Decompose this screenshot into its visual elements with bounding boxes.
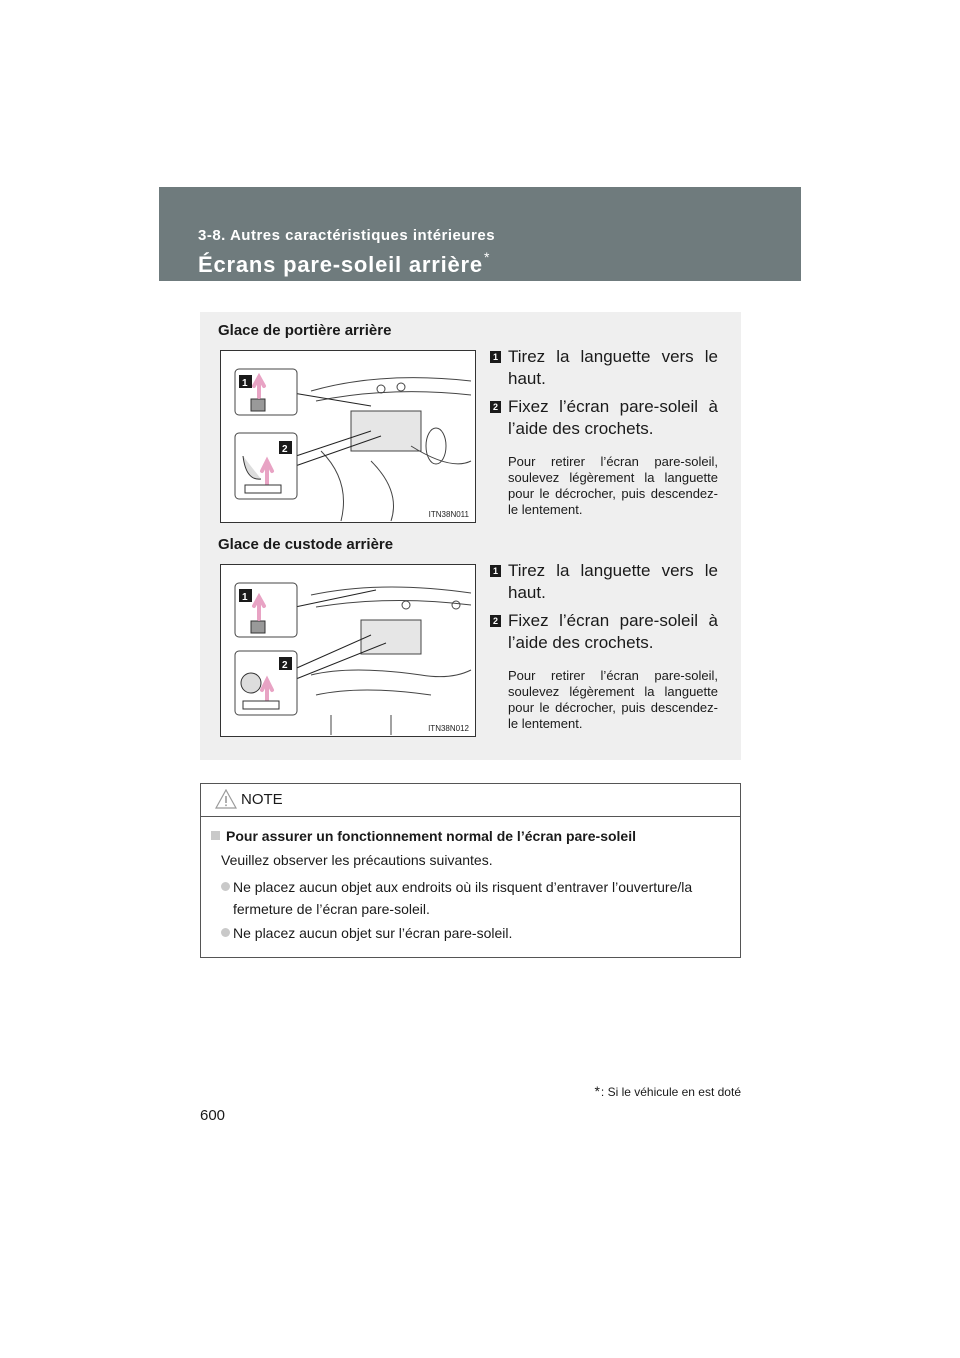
illustration-rear-door bbox=[220, 350, 476, 523]
note-bullet bbox=[221, 922, 743, 944]
quarter-window-illustration-drawing bbox=[221, 565, 475, 736]
figure-code: ITN38N012 bbox=[428, 724, 469, 733]
note-bullet bbox=[221, 876, 743, 920]
step-number: 1 bbox=[490, 565, 501, 577]
footnote-text: : Si le véhicule en est doté bbox=[600, 1085, 741, 1099]
note-heading-text: Pour assurer un fonctionnement normal de l’écran pare-soleil bbox=[226, 828, 636, 844]
step-item bbox=[490, 346, 718, 390]
steps-rear-door bbox=[490, 346, 718, 518]
note-label: NOTE bbox=[241, 791, 283, 808]
round-bullet-icon bbox=[221, 882, 230, 891]
note-box-header bbox=[201, 784, 740, 817]
page-title bbox=[198, 249, 490, 278]
removal-note: Pour retirer l’écran pare-soleil, soulevez légèrement la languette pour le décrocher, puis descendez-le lentement. bbox=[508, 454, 718, 517]
step-number: 2 bbox=[490, 401, 501, 413]
round-bullet-icon bbox=[221, 928, 230, 937]
svg-text:2: 2 bbox=[282, 660, 288, 671]
step-item bbox=[490, 560, 718, 604]
section-title-rear-door: Glace de portière arrière bbox=[218, 322, 392, 339]
svg-text:2: 2 bbox=[282, 444, 288, 455]
step-text: Fixez l’écran pare-soleil à l’aide des crochets. bbox=[508, 611, 718, 652]
rear-door-illustration-drawing bbox=[221, 351, 475, 522]
warning-triangle-icon bbox=[215, 789, 237, 809]
footnote bbox=[594, 1083, 741, 1099]
step-item bbox=[490, 396, 718, 440]
steps-quarter-window bbox=[490, 560, 718, 732]
note-box bbox=[200, 783, 741, 958]
step-item bbox=[490, 610, 718, 654]
instructions-panel bbox=[200, 312, 741, 760]
step-text: Tirez la languette vers le haut. bbox=[508, 347, 718, 388]
removal-note: Pour retirer l’écran pare-soleil, soulevez légèrement la languette pour le décrocher, puis descendez-le lentement. bbox=[508, 668, 718, 731]
section-label: 3-8. Autres caractéristiques intérieures bbox=[198, 227, 496, 244]
step-text: Fixez l’écran pare-soleil à l’aide des crochets. bbox=[508, 397, 718, 438]
page-number: 600 bbox=[200, 1107, 226, 1124]
note-heading bbox=[211, 828, 636, 844]
note-bullet-text: Ne placez aucun objet sur l’écran pare-soleil. bbox=[233, 925, 513, 941]
page-title-text: Écrans pare-soleil arrière bbox=[198, 252, 483, 277]
figure-code: ITN38N011 bbox=[428, 510, 469, 519]
optional-equipment-mark: * bbox=[483, 249, 491, 265]
chapter-header bbox=[159, 187, 801, 281]
footnote-mark: * bbox=[594, 1083, 600, 1099]
svg-text:1: 1 bbox=[242, 592, 248, 603]
step-text: Tirez la languette vers le haut. bbox=[508, 561, 718, 602]
step-number: 2 bbox=[490, 615, 501, 627]
illustration-quarter-window bbox=[220, 564, 476, 737]
note-bullet-text: Ne placez aucun objet aux endroits où ils risquent d’entraver l’ouverture/la fermeture de l’écran pare-soleil. bbox=[233, 879, 693, 917]
note-intro: Veuillez observer les précautions suivantes. bbox=[221, 852, 493, 868]
square-bullet-icon bbox=[211, 831, 220, 840]
svg-text:1: 1 bbox=[242, 378, 248, 389]
section-title-quarter-window: Glace de custode arrière bbox=[218, 536, 394, 553]
step-number: 1 bbox=[490, 351, 501, 363]
